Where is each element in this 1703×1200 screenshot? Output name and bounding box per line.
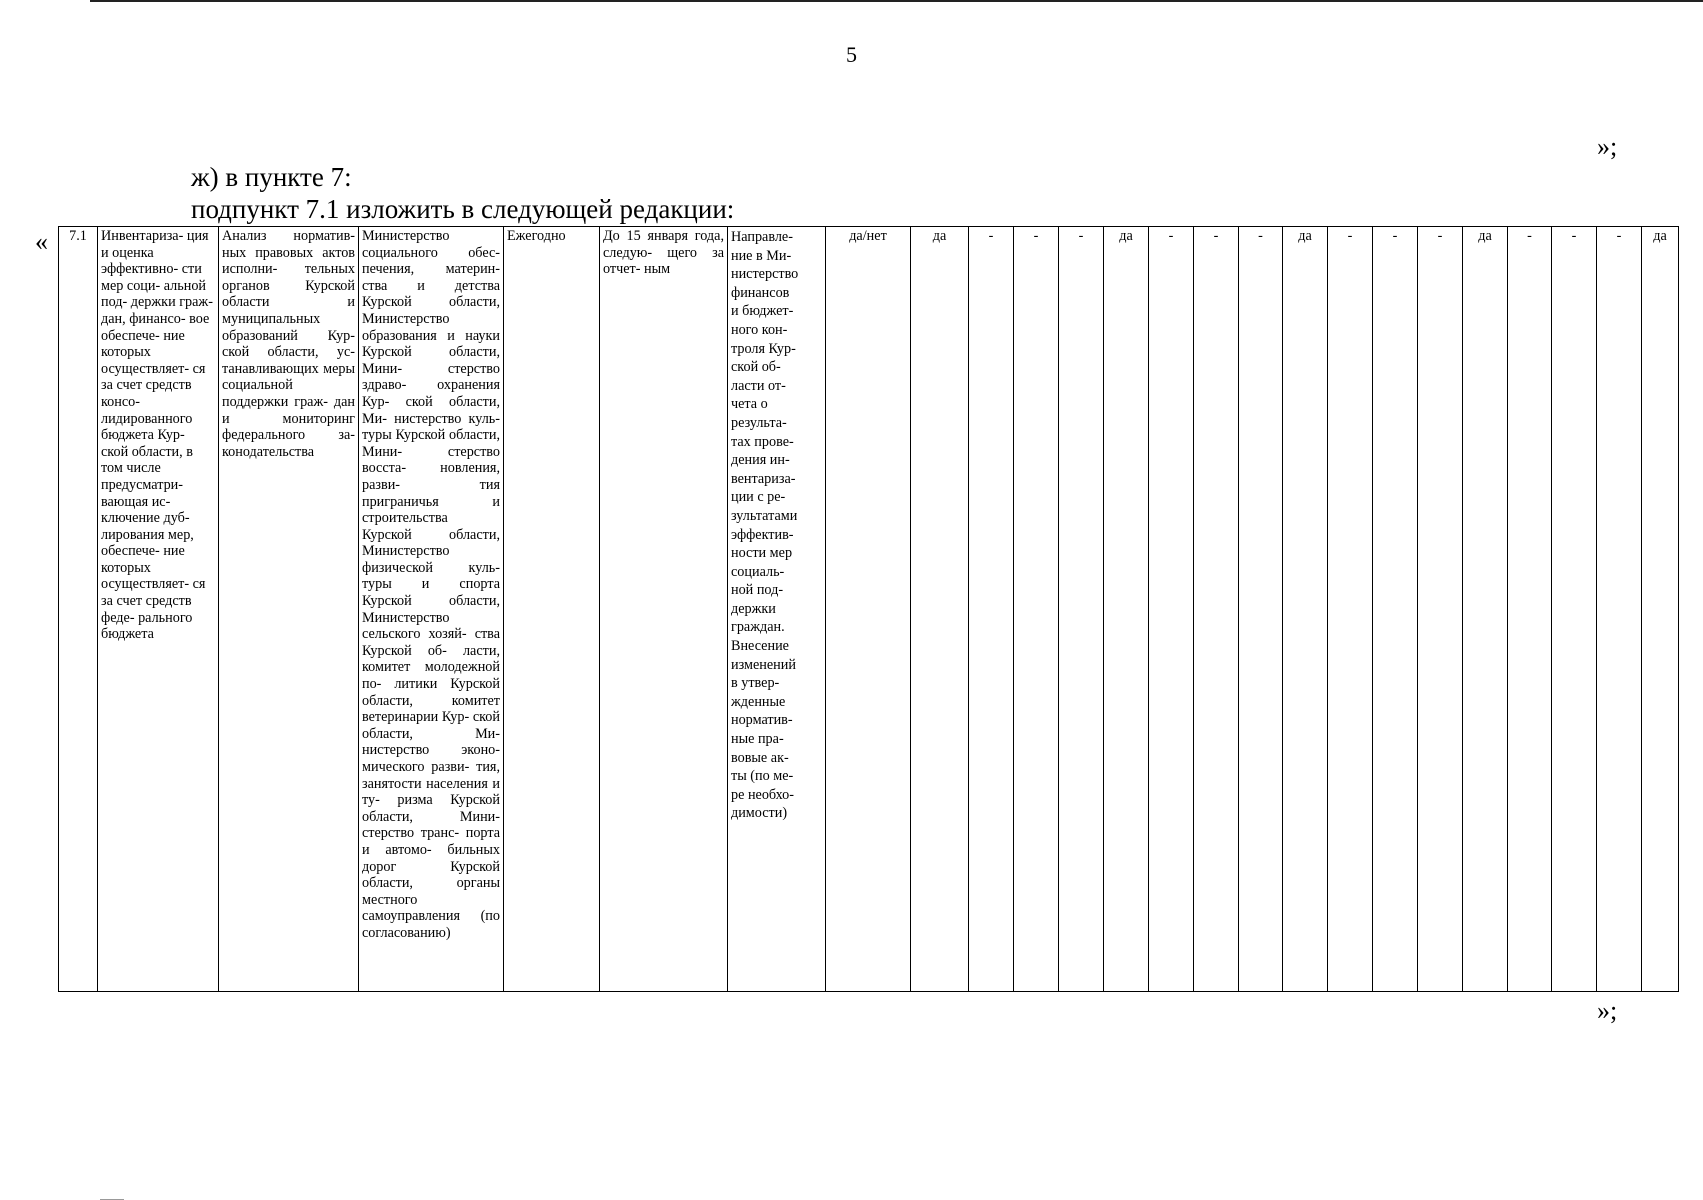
result-line: чета о — [731, 396, 768, 413]
periodicity-cell: Ежегодно — [504, 227, 600, 992]
heading-line-1: ж) в пункте 7: — [191, 162, 352, 192]
mark-cell: - — [1373, 227, 1418, 992]
result-line: димости) — [731, 805, 788, 822]
row-number: 7.1 — [59, 227, 98, 992]
deadline-cell: До 15 января года, следую- щего за отчет- ным — [600, 227, 728, 992]
result-line: ной под- — [731, 582, 784, 599]
mark-cell: - — [1418, 227, 1463, 992]
result-line: результа- — [731, 414, 787, 431]
result-line: ного кон- — [731, 321, 788, 338]
result-line: ты (по ме- — [731, 768, 794, 785]
mark-cell: - — [969, 227, 1014, 992]
result-line: ние в Ми- — [731, 247, 792, 264]
result-line: троля Кур- — [731, 340, 796, 357]
result-line: и бюджет- — [731, 303, 794, 320]
result-line: ре необхо- — [731, 786, 794, 803]
result-line: тах прове- — [731, 433, 794, 450]
result-line: ской об- — [731, 359, 781, 376]
result-line: в утвер- — [731, 675, 780, 692]
closing-quote-bottom: »; — [1597, 996, 1618, 1025]
result-line: эффектив- — [731, 526, 794, 543]
heading-line-2: подпункт 7.1 изложить в следующей редакции: — [191, 194, 735, 224]
result-line: ласти от- — [731, 377, 786, 394]
result-line: норматив- — [731, 712, 793, 729]
result-line: Внесение — [731, 638, 789, 655]
result-line: граждан. — [731, 619, 785, 636]
result-line: зультатами — [731, 507, 798, 524]
result-line: ные пра- — [731, 731, 784, 748]
result-line: ности мер — [731, 545, 793, 562]
result-line: ции с ре- — [731, 489, 786, 506]
result-line: вовые ак- — [731, 749, 789, 766]
indicator-cell: да/нет — [826, 227, 911, 992]
mark-cell: - — [1194, 227, 1239, 992]
measures-table — [58, 226, 1679, 992]
result-line: дения ин- — [731, 452, 790, 469]
mark-cell: - — [1239, 227, 1283, 992]
result-line: держки — [731, 600, 776, 617]
mark-cell: - — [1328, 227, 1373, 992]
top-rule — [90, 0, 1703, 2]
result-line: изменений — [731, 656, 796, 673]
result-line: вентариза- — [731, 470, 796, 487]
activity-cell: Инвентариза- ция и оценка эффективно- сти мер соци- альной под- держки граж- дан, финансо- вое обеспече- ние которых осуществляет- ся за счет средств консо- лидированного бюджета Кур- ской области, в том числе предусматри- вающая ис- ключение дуб- лирования мер, обеспече- ние которых осуществляет- ся за счет средств феде- рального бюджета — [98, 227, 219, 992]
result-cell — [728, 227, 826, 992]
closing-quote-top: »; — [1597, 132, 1618, 161]
opening-quote: « — [35, 227, 48, 256]
mark-cell: да — [1642, 227, 1679, 992]
result-line: социаль- — [731, 563, 785, 580]
mark-cell: да — [1283, 227, 1328, 992]
mark-cell: - — [1508, 227, 1552, 992]
mark-cell: - — [1014, 227, 1059, 992]
mark-cell: - — [1059, 227, 1104, 992]
mark-cell: да — [911, 227, 969, 992]
page-number: 5 — [846, 42, 857, 67]
result-line: Направле- — [731, 229, 793, 245]
mark-cell: - — [1149, 227, 1194, 992]
mark-cell: да — [1104, 227, 1149, 992]
table-row — [59, 227, 1679, 992]
result-line: нистерство — [731, 266, 799, 283]
result-line: жденные — [731, 693, 786, 710]
executors-cell: Министерство социального обес- печения, материн- ства и детства Курской области, Министерство образования и науки Курской области, Мини- стерство здраво- охранения Кур- ской области, Ми- нистерство куль- туры Курской области, Мини- стерство восста- новления, разви- тия приграничья и строительства Курской области, Министерство физической куль- туры и спорта Курской области, Министерство сельского хозяй- ства Курской об- ласти, комитет молодежной по- литики Курской области, комитет ветеринарии Кур- ской области, Ми- нистерство эконо- мического разви- тия, занятости населения и ту- ризма Курской области, Мини- стерство транс- порта и автомо- бильных дорог Курской области, органы местного самоуправления (по согласованию) — [359, 227, 504, 992]
mark-cell: - — [1597, 227, 1642, 992]
mark-cell: - — [1552, 227, 1597, 992]
content-cell: Анализ норматив- ных правовых актов исполни- тельных органов Курской области и муниципальных образований Кур- ской области, ус- танавливающих меры социальной поддержки граж- дан и мониторинг федерального за- конодательства — [219, 227, 359, 992]
result-line: финансов — [731, 284, 790, 301]
mark-cell: да — [1463, 227, 1508, 992]
